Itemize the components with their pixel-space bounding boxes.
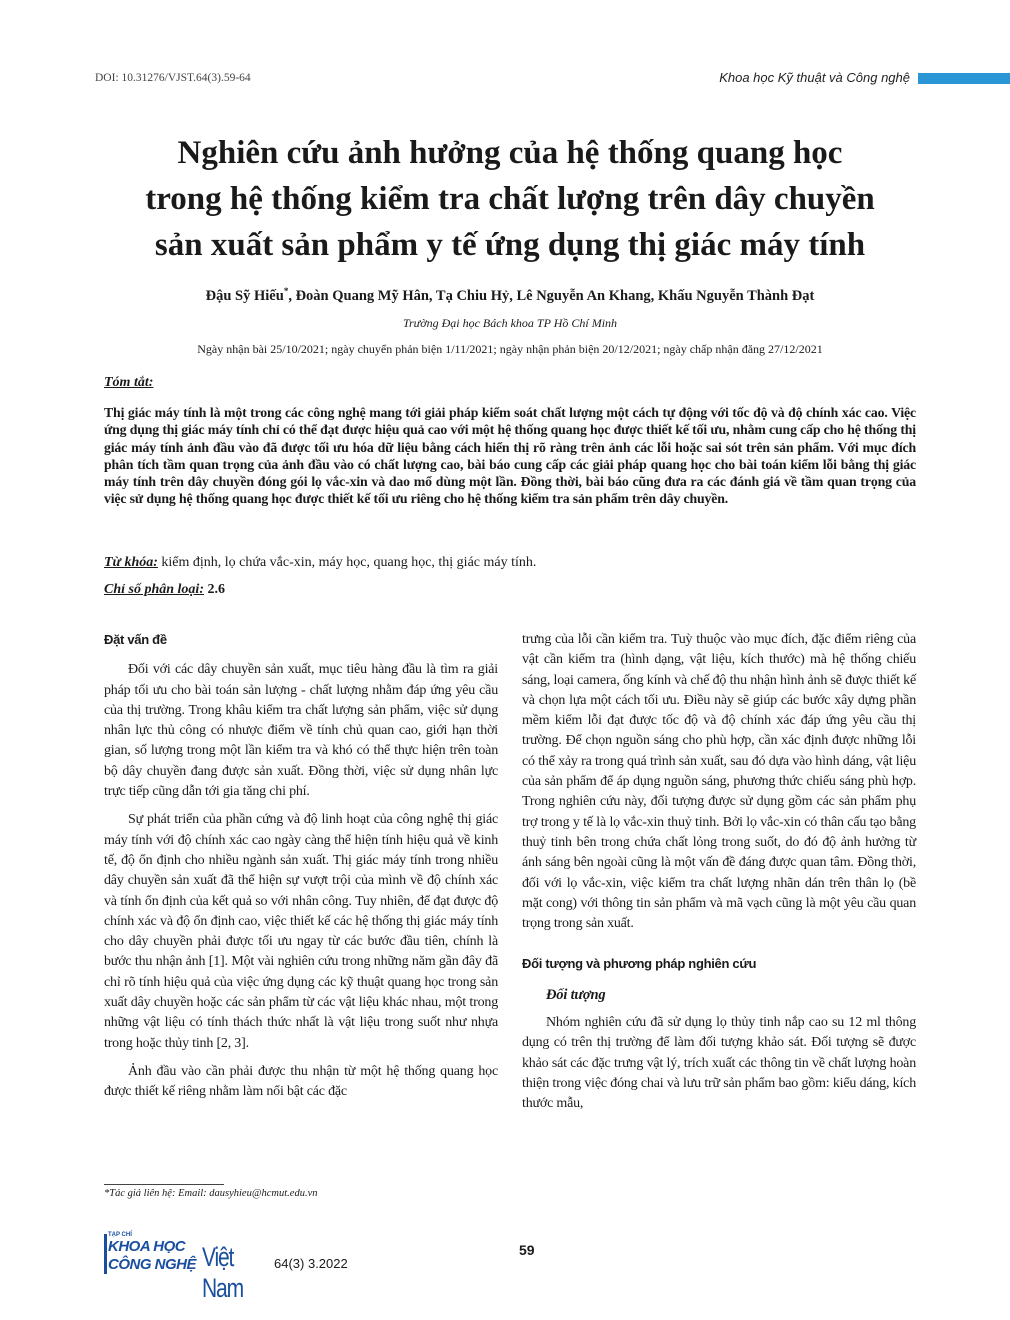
keywords-value: kiểm định, lọ chứa vắc-xin, máy học, quang học, thị giác máy tính. — [161, 555, 537, 570]
paragraph: Nhóm nghiên cứu đã sử dụng lọ thủy tinh nắp cao su 12 ml thông dụng có trên thị trường để làm đối tượng khảo sát. Đối tượng sẽ được khảo sát các đặc trưng vật lý, trích xuất các thông tin về chất lượng hoàn thiện trong việc đóng chai và lưu trữ sản phẩm bao gồm: kiểu dáng, kích thước mẫu, — [522, 1015, 916, 1112]
left-column — [104, 630, 498, 1103]
paragraph: Đối với các dây chuyền sản xuất, mục tiêu hàng đầu là tìm ra giải pháp tối ưu cho bài toán sản lượng - chất lượng nhằm đáp ứng yêu cầu của thị trường. Trong khâu kiểm tra chất lượng sản phẩm, việc sử dụng nhân lực thủ công có nhược điểm về tính chủ quan cao, giới hạn thời gian, số lượng trong một lần kiểm tra và khó có thể thực hiện trên toàn bộ dây chuyền đang được sản xuất. Đồng thời, việc sử dụng nhân lực trực tiếp cũng dẫn tới gia tăng chi phí. — [104, 662, 498, 800]
authors — [60, 286, 960, 305]
journal-section-title: Khoa học Kỹ thuật và Công nghệ — [719, 70, 910, 85]
logo-bar — [104, 1234, 107, 1274]
article-title — [70, 130, 950, 268]
paragraph: Ảnh đầu vào cần phải được thu nhận từ một hệ thống quang học được thiết kế riêng nhằm làm nổi bật các đặc — [104, 1063, 498, 1100]
author-rest: , Đoàn Quang Mỹ Hân, Tạ Chiu Hỷ, Lê Nguyễn An Khang, Khấu Nguyễn Thành Đạt — [288, 287, 815, 304]
doi: DOI: 10.31276/VJST.64(3).59-64 — [95, 72, 251, 84]
keywords — [104, 555, 536, 571]
right-column — [522, 630, 916, 1115]
paragraph: Sự phát triển của phần cứng và độ linh hoạt của công nghệ thị giác máy tính với độ chính xác cao ngày càng thể hiện tính hiệu quả về kinh tế, độ ổn định cho nhiều ngành sản xuất. Thị giác máy tính trong nhiều dây chuyền sản xuất đã thể hiện sự vượt trội của mình về độ chính xác và tính ổn định của kết quả so với nhân công. Tuy nhiên, để đạt được độ chính xác và độ ổn định cao, việc thiết kế các hệ thống thị giác máy tính cho dây chuyền phải được tối ưu ngay từ các bước đầu tiên, chính là bước thu nhận ảnh [1]. Một vài nghiên cứu trong những năm gần đây đã chỉ rõ tính hiệu quả của việc ứng dụng các kỹ thuật quang học trong sản xuất dây chuyền hoặc các sản phẩm từ các vật liệu khác nhau, một trong những vật liệu có tính thách thức nhất là vật liệu trong suốt như nhựa trong hoặc thủy tinh [2, 3]. — [104, 812, 498, 1051]
abstract-label: Tóm tắt: — [104, 375, 154, 390]
title-line-2: trong hệ thống kiểm tra chất lượng trên dây chuyền — [145, 181, 875, 217]
title-line-1: Nghiên cứu ảnh hưởng của hệ thống quang học — [177, 135, 843, 171]
footnote: *Tác giả liên hệ: Email: dausyhieu@hcmut.edu.vn — [104, 1188, 318, 1199]
footnote-rule — [104, 1184, 224, 1185]
classification-label: Chỉ số phân loại: — [104, 582, 204, 597]
issue-number: 64(3) 3.2022 — [274, 1256, 348, 1271]
title-line-3: sản xuất sản phẩm y tế ứng dụng thị giác máy tính — [154, 227, 866, 263]
section-heading-intro: Đặt vấn đề — [104, 632, 167, 647]
paragraph-continuation: trưng của lỗi cần kiểm tra. Tuỳ thuộc vào mục đích, đặc điểm riêng của vật cần kiểm tra (hình dạng, vật liệu, kích thước) mà hệ thống chiếu sáng, loại camera, ống kính và chế độ thu nhận hình ảnh sẽ được thiết kế và chọn lựa một cách tối ưu. Điều này sẽ giúp các bước xây dựng phần mềm kiểm lỗi đạt được tốc độ và độ chính xác đáp ứng yêu cầu thị trường. Để chọn nguồn sáng cho phù hợp, cần xác định được những lỗi có thể xảy ra trong quá trình sản xuất, sau đó dựa vào hình dáng, vật liệu của sản phẩm để áp dụng nguồn sáng, phương thức chiếu sáng phù hợp. Trong nghiên cứu này, đối tượng được sử dụng gồm các sản phẩm phụ trợ trong y tế là lọ vắc-xin thuỷ tinh. Bởi lọ vắc-xin có thân cấu tạo bằng thuỷ tinh bên trong chứa chất lỏng trong suốt, do đó độ ảnh hưởng từ ánh sáng bên ngoài cũng là một vấn đề đáng được quan tâm. Đồng thời, đối với lọ vắc-xin, việc kiểm tra chất lượng nhãn dán trên thân lọ (bề mặt cong) với thông tin sản phẩm và mã vạch cũng là một yêu cầu quan trọng trong sản xuất. — [522, 632, 916, 932]
page-number: 59 — [519, 1242, 535, 1258]
author-first: Đậu Sỹ Hiếu — [205, 287, 284, 304]
logo-line-1: KHOA HỌC — [108, 1238, 186, 1255]
logo-vietnam: Việt Nam — [202, 1242, 243, 1303]
submission-dates: Ngày nhận bài 25/10/2021; ngày chuyển phản biện 1/11/2021; ngày nhận phản biện 20/12/2021; ngày chấp nhận đăng 27/12/2021 — [197, 342, 823, 356]
header-accent-bar — [918, 73, 1010, 84]
classification — [104, 582, 225, 598]
section-heading-methods: Đối tượng và phương pháp nghiên cứu — [522, 956, 757, 972]
corresponding-mark: * — [283, 286, 289, 296]
journal-logo — [104, 1232, 269, 1303]
abstract-text: Thị giác máy tính là một trong các công nghệ mang tới giải pháp kiểm soát chất lượng một cách tự động với tốc độ và độ chính xác cao. Việc ứng dụng thị giác máy tính chỉ có thể đạt được hiệu quả cao với một hệ thống quang học được thiết kế tối ưu, nhằm cung cấp cho hệ thống thị giác máy tính ảnh đầu vào đã được tối ưu hóa dữ liệu bằng cách hiển thị rõ ràng trên ảnh các lỗi hoặc sai sót trên sản phẩm. Với mục đích phân tích tầm quan trọng của ảnh đầu vào có chất lượng cao, bài báo cung cấp các giải pháp quang học cho bài toán kiểm lỗi bằng thị giác máy tính trên dây chuyền đóng gói lọ vắc-xin và dao mổ dùng một lần. Đồng thời, bài báo cũng đưa ra các đánh giá về tầm quan trọng của việc sử dụng hệ thống quang học được thiết kế tối ưu riêng cho hệ thống kiểm tra sản phẩm trên dây chuyền. — [104, 405, 916, 507]
classification-value: 2.6 — [207, 582, 225, 597]
affiliation: Trường Đại học Bách khoa TP Hồ Chí Minh — [402, 316, 618, 330]
keywords-label: Từ khóa: — [104, 555, 158, 570]
logo-line-2: CÔNG NGHỆ — [108, 1256, 197, 1273]
subsection-heading: Đối tượng — [546, 986, 606, 1003]
logo-small-text: TẠP CHÍ — [108, 1232, 132, 1238]
